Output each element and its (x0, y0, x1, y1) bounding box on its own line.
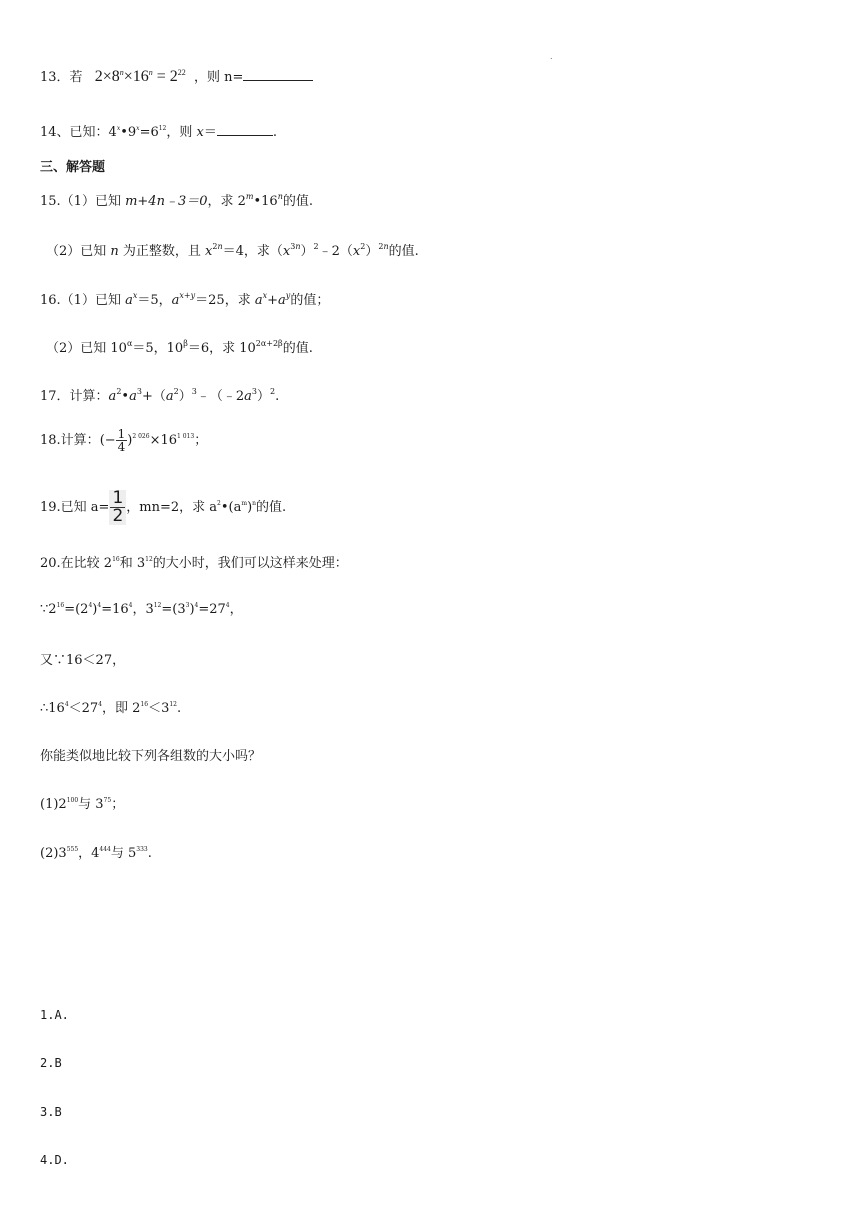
q20-therefore-line: $\therefore 16^4<27^4$，即 $2^{16}<3^{12}$. (40, 701, 182, 716)
q14-eq: ＝ (203, 125, 217, 140)
q16-p2-mid: ＝5，10 (132, 341, 184, 356)
q16-p1-mid: ＝5， (137, 293, 172, 308)
answer-3: 3.B (40, 1105, 62, 1119)
q15-p1-end: 的值. (282, 194, 313, 209)
question-13 (40, 66, 313, 86)
q14-answer-blank[interactable] (217, 123, 273, 136)
q20-sub2: $(2)3^{555}$，$4^{444}$与 $5^{333}$. (40, 846, 152, 861)
q16-p1-prefix: 16.（1）已知 (40, 293, 126, 308)
q20-intro: 20.在比较 2 (40, 556, 113, 571)
q15-p2-ask: ＝4，求（ (222, 244, 283, 259)
q16-p1-mid2: ＝25，求 (195, 293, 255, 308)
q20-because-line: $\because 2^{16}=(2^4)^4=16^4$，$3^{12}=(3^3)^4=27^4$， (40, 602, 243, 617)
q20-therefore-prefix: ∴16 (40, 701, 65, 716)
section-title-answers: 三、解答题 (40, 160, 106, 175)
q20-sub2-prefix: (2)3 (40, 846, 67, 861)
answer-4: 4.D. (40, 1153, 69, 1167)
q20-also-line: 又∵16＜27， (40, 653, 126, 668)
q15-p2-prefix: （2）已知 (46, 244, 111, 259)
question-15-part2: （2）已知 n 为正整数，且 $x^{2n}=4$，求$(x^{3n})^2﹣2(x^2)^{2n}$的值. (46, 242, 419, 259)
q13-answer-blank[interactable] (243, 68, 313, 81)
q17-label: 17．计算： (40, 389, 109, 404)
q16-p1-end: 的值； (290, 293, 330, 308)
q16-p2-end: 的值. (282, 341, 313, 356)
corner-mark: . (550, 52, 553, 61)
question-19: 19.已知 a= $\frac{1}{2}$ ，mn=2，求 $a^2•(a^m)^n$的值. (40, 488, 287, 526)
q15-p1-ask: ，求 2 (207, 194, 246, 209)
q19-fraction: $\frac{1}{2}$ (109, 490, 126, 525)
q14-expression: 4$^x$•9$^x$ (108, 125, 140, 140)
q16-p2-mid2: ＝6，求 10 (187, 341, 256, 356)
q20-because-symbol: ∵ (40, 602, 49, 617)
question-16-part2: （2）已知 $10^\alpha=5$，$10^\beta=6$，求 $10^{2\alpha+2\beta}$的值. (46, 339, 313, 356)
answer-1: 1.A. (40, 1008, 69, 1022)
q20-sub1: $(1)2^{100}$与 $3^{75}$； (40, 797, 125, 812)
q18-label: 18.计算： (40, 433, 100, 448)
q18-fraction: $\frac{1}{4}$ (117, 427, 126, 454)
q14-label: 14、已知： (40, 125, 109, 140)
q19-end: 的值. (256, 500, 287, 515)
q13-equation: $2\times 8^n\times 16^n = 2^{22}$ (86, 68, 186, 85)
answer-2: 2.B (40, 1056, 62, 1070)
q20-intro-end: 的大小时，我们可以这样来处理： (152, 556, 348, 571)
q20-sub1-mid: 与 3 (78, 797, 104, 812)
q15-p2-condition: 为正整数，且 (118, 244, 206, 259)
q16-p2-prefix: （2）已知 10 (46, 341, 127, 356)
q19-mid: ，mn=2，求 a (126, 500, 218, 515)
q15-p1-condition: m+4n﹣3＝0 (125, 194, 208, 209)
q13-result-label: ，则 n= (194, 70, 244, 85)
question-15-part1: 15.（1）已知 m+4n﹣3＝0，求 2$^m$•16$^n$的值. (40, 192, 313, 209)
q15-p1-prefix: 15.（1）已知 (40, 194, 126, 209)
question-17: 17．计算：$a^2•a^3+(a^2)^3﹣(﹣2a^3)^2$. (40, 387, 280, 404)
question-20-intro: 20.在比较 $2^{16}$和 $3^{12}$的大小时，我们可以这样来处理： (40, 556, 348, 571)
q15-p2-end: 的值. (388, 244, 419, 259)
q14-tail: ，则 (166, 125, 197, 140)
q13-label: 13．若 (40, 70, 83, 85)
q14-expr-result: =6 (139, 125, 159, 140)
q20-sub1-prefix: (1)2 (40, 797, 67, 812)
question-14: 14、已知：$4^x•9^x=6^{12}$，则 x＝ . (40, 125, 278, 140)
q19-label: 19.已知 a= (40, 500, 110, 515)
q14-var: x (196, 125, 204, 140)
question-16-part1: 16.（1）已知 $a^x=5$，$a^{x+y}=25$，求 $a^x+a^y$的值； (40, 291, 330, 308)
question-18: 18.计算：(− $\frac{1}{4}$ )$^{2 026}\times 16^{1 013}$； (40, 427, 208, 454)
q20-question: 你能类似地比较下列各组数的大小吗？ (40, 749, 262, 764)
q20-intro-mid: 和 3 (119, 556, 146, 571)
